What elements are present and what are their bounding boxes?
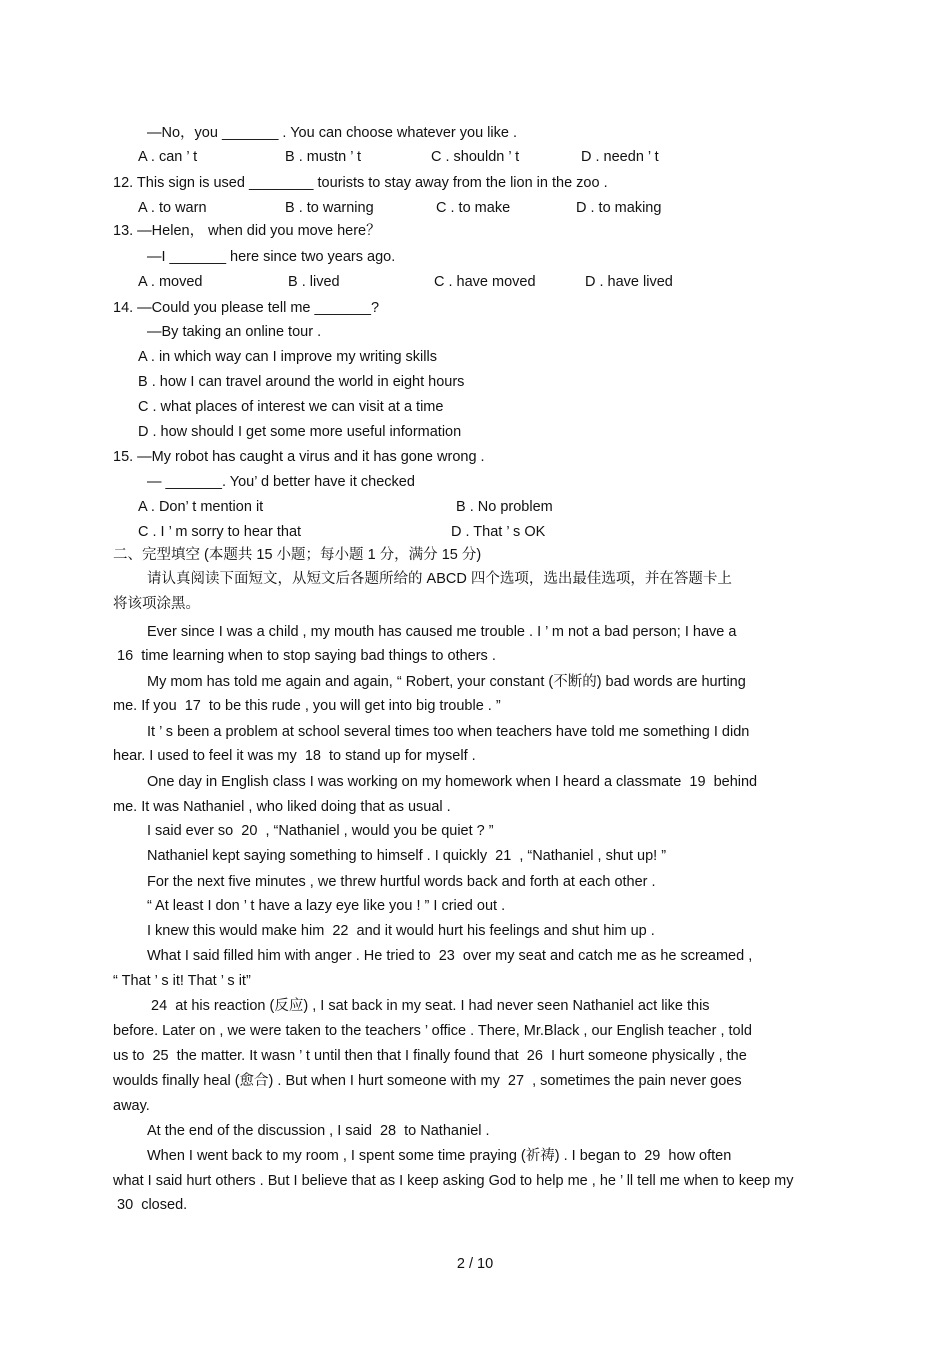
passage-line: Ever since I was a child , my mouth has caused me trouble . I ’ m not a bad person; I have a: [147, 624, 737, 640]
passage-line: When I went back to my room , I spent some time praying (祈祷) . I began to 29 how often: [147, 1148, 732, 1164]
passage-line: me. It was Nathaniel , who liked doing that as usual .: [113, 799, 451, 815]
q12-stem: 12. This sign is used ________ tourists to stay away from the lion in the zoo .: [113, 175, 608, 191]
q13-option-d: D . have lived: [585, 274, 673, 290]
passage-line: “ At least I don ’ t have a lazy eye like you ! ” I cried out .: [147, 898, 506, 914]
passage-line: My mom has told me again and again, “ Robert, your constant (不断的) bad words are hurting: [147, 674, 746, 690]
passage-line: hear. I used to feel it was my 18 to stand up for myself .: [113, 748, 476, 764]
passage-line: me. If you 17 to be this rude , you will get into big trouble . ”: [113, 698, 501, 714]
passage-line: For the next five minutes , we threw hurtful words back and forth at each other .: [147, 874, 656, 890]
q14-stem: 14. —Could you please tell me _______?: [113, 300, 380, 316]
q12-option-a: A . to warn: [138, 200, 207, 216]
passage-line: us to 25 the matter. It wasn ’ t until then that I finally found that 26 I hurt someone physically , the: [113, 1048, 747, 1064]
passage-line: before. Later on , we were taken to the teachers ’ office . There, Mr.Black , our English teacher , told: [113, 1023, 752, 1039]
q15-option-a: A . Don’ t mention it: [138, 499, 264, 515]
q15-option-d: D . That ’ s OK: [451, 524, 546, 540]
q13-option-b: B . lived: [288, 274, 340, 290]
passage-line: 24 at his reaction (反应) , I sat back in my seat. I had never seen Nathaniel act like this: [147, 998, 710, 1014]
passage-line: It ’ s been a problem at school several times too when teachers have told me something I didn: [147, 724, 750, 740]
passage-line: What I said filled him with anger . He tried to 23 over my seat and catch me as he screamed ,: [147, 948, 753, 964]
q14-option-a: A . in which way can I improve my writing skills: [138, 349, 437, 365]
passage-line: At the end of the discussion , I said 28 to Nathaniel .: [147, 1123, 490, 1139]
q13-option-c: C . have moved: [434, 274, 536, 290]
passage-line: “ That ’ s it! That ’ s it”: [113, 973, 251, 989]
section-instruction: 请认真阅读下面短文，从短文后各题所给的 ABCD 四个选项，选出最佳选项，并在答题卡上: [147, 571, 732, 587]
q15-stem-reply: — _______. You’ d better have it checked: [147, 474, 415, 490]
q12-option-b: B . to warning: [285, 200, 374, 216]
q11-option-b: B . mustn ’ t: [285, 149, 362, 165]
q13-stem-reply: —I _______ here since two years ago.: [147, 249, 396, 265]
q12-option-d: D . to making: [576, 200, 662, 216]
section-instruction-cont: 将该项涂黑。: [113, 596, 200, 612]
passage-line: 30 closed.: [113, 1197, 188, 1213]
q11-option-a: A . can ’ t: [138, 149, 198, 165]
section-heading: 二、完型填空 (本题共 15 小题；每小题 1 分，满分 15 分): [113, 547, 482, 563]
q12-option-c: C . to make: [436, 200, 511, 216]
page-number: 2 / 10: [456, 1256, 494, 1272]
q11-option-c: C . shouldn ’ t: [431, 149, 520, 165]
passage-line: woulds finally heal (愈合) . But when I hurt someone with my 27 , sometimes the pain never goes: [113, 1073, 742, 1089]
q14-option-c: C . what places of interest we can visit at a time: [138, 399, 444, 415]
q15-stem: 15. —My robot has caught a virus and it has gone wrong .: [113, 449, 485, 465]
q13-option-a: A . moved: [138, 274, 203, 290]
passage-line: I knew this would make him 22 and it would hurt his feelings and shut him up .: [147, 923, 655, 939]
q11-stem: —No，you _______ . You can choose whatever you like .: [147, 125, 517, 141]
passage-line: what I said hurt others . But I believe that as I keep asking God to help me , he ’ ll tell me when to keep my: [113, 1173, 794, 1189]
q14-option-b: B . how I can travel around the world in eight hours: [138, 374, 465, 390]
q11-option-d: D . needn ’ t: [581, 149, 659, 165]
q14-stem-reply: —By taking an online tour .: [147, 324, 322, 340]
passage-line: Nathaniel kept saying something to himself . I quickly 21 , “Nathaniel , shut up! ”: [147, 848, 667, 864]
q14-option-d: D . how should I get some more useful information: [138, 424, 462, 440]
q15-option-b: B . No problem: [456, 499, 553, 515]
passage-line: I said ever so 20 , “Nathaniel , would you be quiet ? ”: [147, 823, 494, 839]
passage-line: away.: [113, 1098, 150, 1114]
q15-option-c: C . I ’ m sorry to hear that: [138, 524, 302, 540]
q13-stem: 13. —Helen， when did you move here？: [113, 223, 381, 239]
passage-line: One day in English class I was working on my homework when I heard a classmate 19 behind: [147, 774, 758, 790]
passage-line: 16 time learning when to stop saying bad things to others .: [113, 648, 496, 664]
